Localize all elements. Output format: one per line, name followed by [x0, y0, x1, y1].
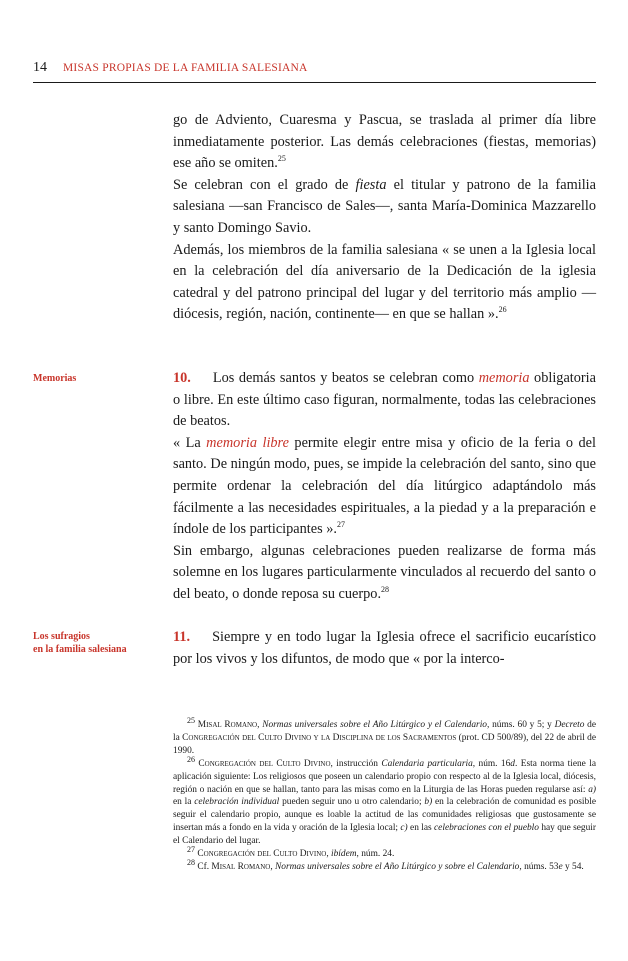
- footnote-text: e: [558, 861, 563, 872]
- footnote-text: ,: [270, 861, 276, 872]
- paragraph: [173, 110, 596, 175]
- paragraph-text: obligatoria o libre. En este último caso figuran, normalmente, todas las celebraciones de beatos.: [173, 370, 596, 430]
- footnote-text: c): [400, 823, 408, 834]
- footnote-text: Misal Romano: [197, 720, 258, 730]
- margin-label-sufragios: [33, 630, 153, 656]
- footnote-number: 26: [187, 754, 195, 764]
- paragraph-text: el titular y patrono de la familia salesiana —san Francisco de Sales—, santa María-Dominica Mazzarello y santo Domingo Savio.: [173, 176, 596, 236]
- paragraph-text: go de Adviento, Cuaresma y Pascua, se traslada al primer día libre inmediatamente posterior. Las demás celebraciones (fiestas, memorias) ese año se omiten.: [173, 112, 596, 172]
- paragraph: [173, 541, 596, 606]
- footnotes: [173, 715, 597, 874]
- paragraph: [173, 368, 596, 433]
- footnote-text: celebraciones con el pueblo: [434, 823, 539, 834]
- section-number: 10.: [173, 370, 191, 386]
- paragraph-text: Siempre y en todo lugar la Iglesia ofrece el sacrificio eucarístico por los vivos y los difuntos, de modo que « por la interco-: [173, 629, 596, 667]
- section-number: 11.: [173, 629, 191, 645]
- footnote-text: . Esta norma tiene la aplicación siguiente: Los religiosos que poseen un calendario propio con respecto al de la Iglesia local, diócesis, región o nación en que se hallan, tanto para las misas como en la Liturgia de las Horas pueden regularse así:: [173, 758, 596, 795]
- footnote-28: [173, 857, 596, 874]
- footnote-ref: 26: [498, 305, 507, 315]
- paragraph: [173, 175, 596, 240]
- footnote-text: Normas universales sobre el Año Litúrgico y sobre el Calendario: [275, 861, 520, 872]
- footnote-text: , instrucción: [330, 758, 382, 769]
- paragraph: [173, 627, 596, 670]
- footnote-text: , núm. 16: [472, 758, 511, 769]
- footnote-text: Calendaria particularia: [381, 758, 473, 769]
- footnote-ref: 28: [381, 585, 390, 595]
- margin-label-sufragios-line2: en la familia salesiana: [33, 644, 127, 655]
- paragraph: [173, 433, 596, 541]
- footnote-text: , núm. 24.: [356, 849, 395, 860]
- section-11: [173, 627, 596, 670]
- footnote-text: Misal Romano: [211, 861, 271, 872]
- footnote-text: pueden seguir uno u otro calendario;: [279, 797, 425, 808]
- emphasis: fiesta: [355, 176, 387, 193]
- paragraph-text: Los demás santos y beatos se celebran como: [212, 370, 479, 386]
- paragraph-text: Se celebran con el grado de: [173, 176, 356, 193]
- footnote-text: y 54.: [562, 861, 584, 872]
- footnote-text: hay que seguir el Calendario del lugar.: [173, 823, 597, 847]
- footnote-text: en las: [407, 823, 435, 834]
- footnote-text: ,: [326, 849, 331, 860]
- body-block-1: [173, 110, 596, 326]
- paragraph-text: « La: [173, 434, 207, 451]
- footnote-25: $^{25}$ Misal Romano, Normas universales sobre el Año Litúrgico y el Calendario, núms. 60 y 5; y Decreto de la Congregación del Culto Divino y la Disciplina de los Sacramentos (prot. CD 500/89), del 22 de abril de 1990.: [173, 715, 597, 756]
- emphasis: memoria libre: [206, 434, 289, 451]
- footnote-text: b): [424, 797, 433, 808]
- footnote-number: 27: [187, 844, 195, 854]
- footnote-text: Congregación del Culto Divino y la Disciplina de los Sacramentos: [182, 732, 457, 743]
- footnote-text: en la celebración de comunidad es posible seguir el calendario propio, aunque es loable la actitud de las comunidades religiosas que gustosamente se insertan más a fondo en la vida y oración de la Iglesia local;: [173, 797, 596, 834]
- footnote-text: en la: [173, 797, 195, 808]
- emphasis: memoria: [478, 370, 530, 386]
- footnote-text: (prot. CD 500/89), del 22 de abril de 1990.: [173, 732, 596, 756]
- page-header: [33, 60, 596, 83]
- paragraph-text: Además, los miembros de la familia salesiana « se unen a la Iglesia local en la celebración del día aniversario de la Dedicación de la iglesia catedral y del patrono principal del lugar y del territorio más amplio —diócesis, región, nación, continente— en que se hallan ».: [173, 241, 596, 323]
- footnote-text: Decreto: [554, 720, 585, 730]
- page-number: 14: [33, 60, 47, 75]
- footnote-27: [173, 844, 596, 861]
- footnote-ref: 27: [336, 520, 345, 530]
- footnote-26: [173, 754, 597, 848]
- footnote-text: Normas universales sobre el Año Litúrgico y el Calendario: [262, 720, 487, 730]
- footnote-number: 25: [187, 715, 195, 725]
- section-10: [173, 368, 596, 606]
- footnote-text: d: [510, 758, 515, 769]
- footnote-text: , núms. 60 y 5; y: [487, 720, 555, 730]
- footnote-text: , núms. 53: [519, 861, 559, 872]
- footnote-text: Congregación del Culto Divino: [198, 758, 331, 769]
- margin-label-memorias: Memorias: [33, 373, 77, 384]
- footnote-text: celebración individual: [194, 797, 280, 808]
- footnote-text: a): [588, 784, 596, 795]
- margin-label-sufragios-line1: Los sufragios: [33, 631, 90, 642]
- footnote-text: Cf.: [197, 861, 212, 872]
- running-title: MISAS PROPIAS DE LA FAMILIA SALESIANA: [63, 62, 308, 74]
- footnote-number: 28: [187, 857, 195, 867]
- footnote-ref: 25: [277, 154, 286, 164]
- footnote-text: de la: [173, 720, 597, 743]
- paragraph-text: permite elegir entre misa y oficio de la feria o del santo. De ningún modo, pues, se impide la celebración del santo, sino que permite ordenar la celebración del día litúrgico adaptándolo más fácilmente a las necesidades espirituales, a la piedad y a la preparación e índole de los participantes ».: [173, 434, 596, 538]
- footnote-text: Congregación del Culto Divino: [197, 849, 327, 860]
- paragraph: [173, 240, 596, 326]
- footnote-text: ibídem: [331, 849, 357, 860]
- paragraph-text: Sin embargo, algunas celebraciones pueden realizarse de forma más solemne en los lugares particularmente vinculados al recuerdo del santo o del beato, o donde reposa su cuerpo.: [173, 542, 596, 602]
